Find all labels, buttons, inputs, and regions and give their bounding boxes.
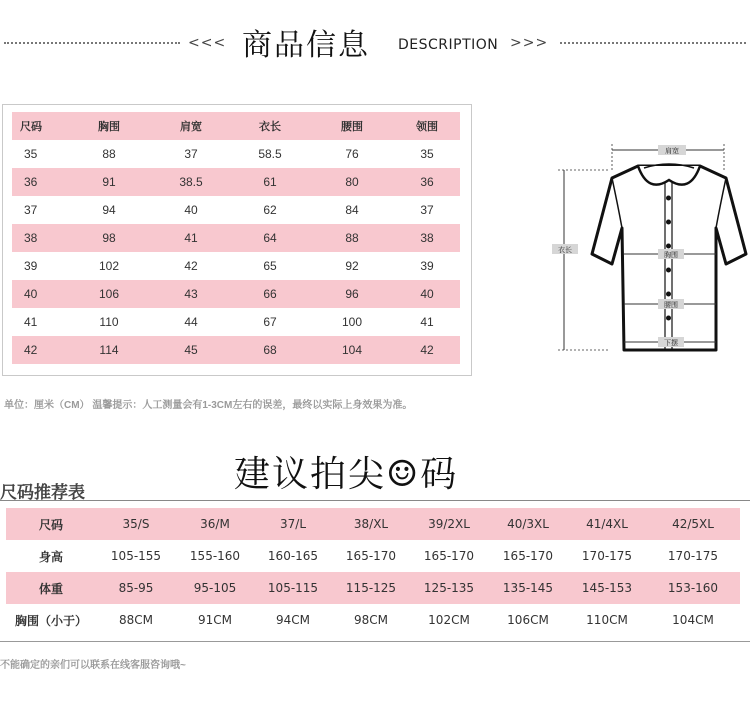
size-table-cell: 62 (263, 203, 277, 217)
size-table-header-cell: 衣长 (230, 112, 310, 140)
size-table-cell: 88 (310, 224, 394, 252)
header-dotted-line-right (560, 42, 746, 44)
footer-note: 不能确定的亲们可以联系在线客服咨询哦~ (0, 660, 186, 671)
size-table-cell: 43 (152, 280, 230, 308)
size-table-cell: 41 (24, 315, 38, 329)
size-table-row (12, 336, 460, 364)
size-table-cell: 38 (394, 224, 460, 252)
size-table-cell: 66 (230, 280, 310, 308)
recommend-divider-top (0, 500, 750, 501)
recommend-table-cell: 135-145 (488, 572, 568, 604)
size-table-header-cell: 尺码 (12, 112, 66, 140)
size-table-cell: 98 (66, 224, 152, 252)
recommend-table-cell: 42/5XL (646, 508, 740, 540)
size-table-cell: 96 (310, 280, 394, 308)
size-table-cell: 42 (394, 336, 460, 364)
size-table-header (12, 112, 460, 140)
recommend-table-cell: 165-170 (423, 549, 475, 563)
size-table-row (12, 252, 460, 280)
size-table-cell: 36 (394, 168, 460, 196)
size-table-row (12, 140, 460, 168)
size-table-cell: 67 (263, 315, 277, 329)
chest-label: 胸围 (664, 251, 678, 259)
hem-label: 下摆 (664, 339, 678, 347)
size-table-cell: 61 (230, 168, 310, 196)
recommend-table-cell: 105-155 (110, 549, 162, 563)
recommend-title: 尺码推荐表 (0, 483, 85, 502)
recommend-table-cell: 160-165 (267, 549, 319, 563)
size-table-cell: 38.5 (152, 168, 230, 196)
recommend-table-cell: 94CM (275, 613, 310, 627)
recommend-table-cell: 40/3XL (488, 508, 568, 540)
size-table-cell: 41 (152, 224, 230, 252)
size-table-cell: 68 (230, 336, 310, 364)
size-table-cell: 100 (341, 315, 363, 329)
size-table-cell: 35 (420, 147, 434, 161)
page-title: 商品信息 (242, 28, 370, 63)
header-arrows-right: >>> (510, 35, 549, 51)
size-table-cell: 92 (345, 259, 359, 273)
size-table-cell: 64 (230, 224, 310, 252)
recommend-table-cell: 36/M (176, 508, 254, 540)
size-table-cell: 88 (102, 147, 116, 161)
size-table-cell: 114 (66, 336, 152, 364)
size-table-header-cell: 领围 (394, 112, 460, 140)
size-table-cell: 102 (98, 259, 120, 273)
recommend-row-label: 体重 (6, 572, 96, 604)
recommend-table-cell: 106CM (507, 613, 549, 627)
page-subtitle: DESCRIPTION (398, 37, 499, 53)
shoulder-label: 肩宽 (665, 147, 679, 155)
recommend-table-cell: 110CM (586, 613, 628, 627)
recommend-table-cell: 38/XL (332, 508, 410, 540)
size-table-row (12, 224, 460, 252)
size-table-cell: 39 (420, 259, 434, 273)
size-table-cell: 37 (24, 203, 38, 217)
size-table-cell: 40 (184, 203, 198, 217)
recommend-table-row (6, 540, 740, 572)
size-table-cell: 42 (12, 336, 66, 364)
size-table-cell: 106 (66, 280, 152, 308)
waist-label: 腰围 (664, 301, 678, 309)
recommend-divider-bottom (0, 641, 750, 642)
size-table-cell: 38 (12, 224, 66, 252)
recommend-table-cell: 153-160 (646, 572, 740, 604)
size-table-cell: 39 (24, 259, 38, 273)
recommend-table-cell: 37/L (254, 508, 332, 540)
recommend-table-cell: 91CM (197, 613, 232, 627)
size-table-header-cell: 胸围 (66, 112, 152, 140)
header-dotted-line-left (4, 42, 180, 44)
recommend-table-cell: 125-135 (410, 572, 488, 604)
size-table-cell: 35 (24, 147, 38, 161)
size-table-cell: 42 (184, 259, 198, 273)
recommend-table-cell: 88CM (118, 613, 153, 627)
size-table-row (12, 196, 460, 224)
handwritten-title: 建议拍尖☺码 (234, 454, 459, 495)
recommend-table-cell: 165-170 (502, 549, 554, 563)
recommend-table-cell: 165-170 (345, 549, 397, 563)
shirt-measurement-diagram (540, 136, 750, 360)
recommend-table-cell: 145-153 (568, 572, 646, 604)
size-table-cell: 65 (263, 259, 277, 273)
size-table (12, 112, 460, 364)
size-table-cell: 91 (66, 168, 152, 196)
recommend-row-label: 胸围（小于） (14, 613, 87, 628)
recommend-table-cell: 115-125 (332, 572, 410, 604)
size-table-cell: 80 (310, 168, 394, 196)
recommend-table-cell: 102CM (428, 613, 470, 627)
recommend-table-cell: 105-115 (254, 572, 332, 604)
size-table-cell: 110 (99, 315, 119, 329)
size-table-cell: 84 (345, 203, 359, 217)
size-table-row (12, 308, 460, 336)
recommend-table-cell: 104CM (672, 613, 714, 627)
recommend-table-row (6, 572, 740, 604)
size-table-cell: 40 (12, 280, 66, 308)
size-table-cell: 76 (345, 147, 359, 161)
recommend-table-cell: 85-95 (96, 572, 176, 604)
size-table-cell: 36 (12, 168, 66, 196)
recommend-table-cell: 98CM (353, 613, 388, 627)
size-table-cell: 104 (310, 336, 394, 364)
recommend-table-cell: 35/S (96, 508, 176, 540)
size-table-cell: 45 (152, 336, 230, 364)
recommend-table-cell: 39/2XL (410, 508, 488, 540)
size-table-cell: 37 (184, 147, 198, 161)
recommend-table-cell: 170-175 (581, 549, 633, 563)
size-table-header-cell: 腰围 (310, 112, 394, 140)
recommend-table-cell: 41/4XL (568, 508, 646, 540)
header-arrows-left: <<< (188, 35, 227, 51)
recommend-table-cell: 95-105 (176, 572, 254, 604)
size-table-cell: 58.5 (258, 147, 282, 161)
recommend-table-row (6, 604, 740, 636)
size-table-cell: 44 (184, 315, 198, 329)
size-table-cell: 94 (102, 203, 116, 217)
size-table-cell: 37 (420, 203, 434, 217)
size-table-row (12, 280, 460, 308)
size-note: 单位：厘米（CM） 温馨提示：人工测量会有1-3CM左右的误差，最终以实际上身效果为准。 (4, 400, 413, 411)
length-label: 衣长 (558, 246, 572, 254)
recommend-table (6, 508, 740, 636)
size-table-row (12, 168, 460, 196)
recommend-table-cell: 155-160 (189, 549, 241, 563)
recommend-table-cell: 170-175 (667, 549, 719, 563)
recommend-row-label: 尺码 (6, 508, 96, 540)
size-table-cell: 40 (394, 280, 460, 308)
recommend-row-label: 身高 (38, 549, 63, 564)
recommend-table-row (6, 508, 740, 540)
size-table-cell: 41 (420, 315, 434, 329)
size-table-header-cell: 肩宽 (152, 112, 230, 140)
